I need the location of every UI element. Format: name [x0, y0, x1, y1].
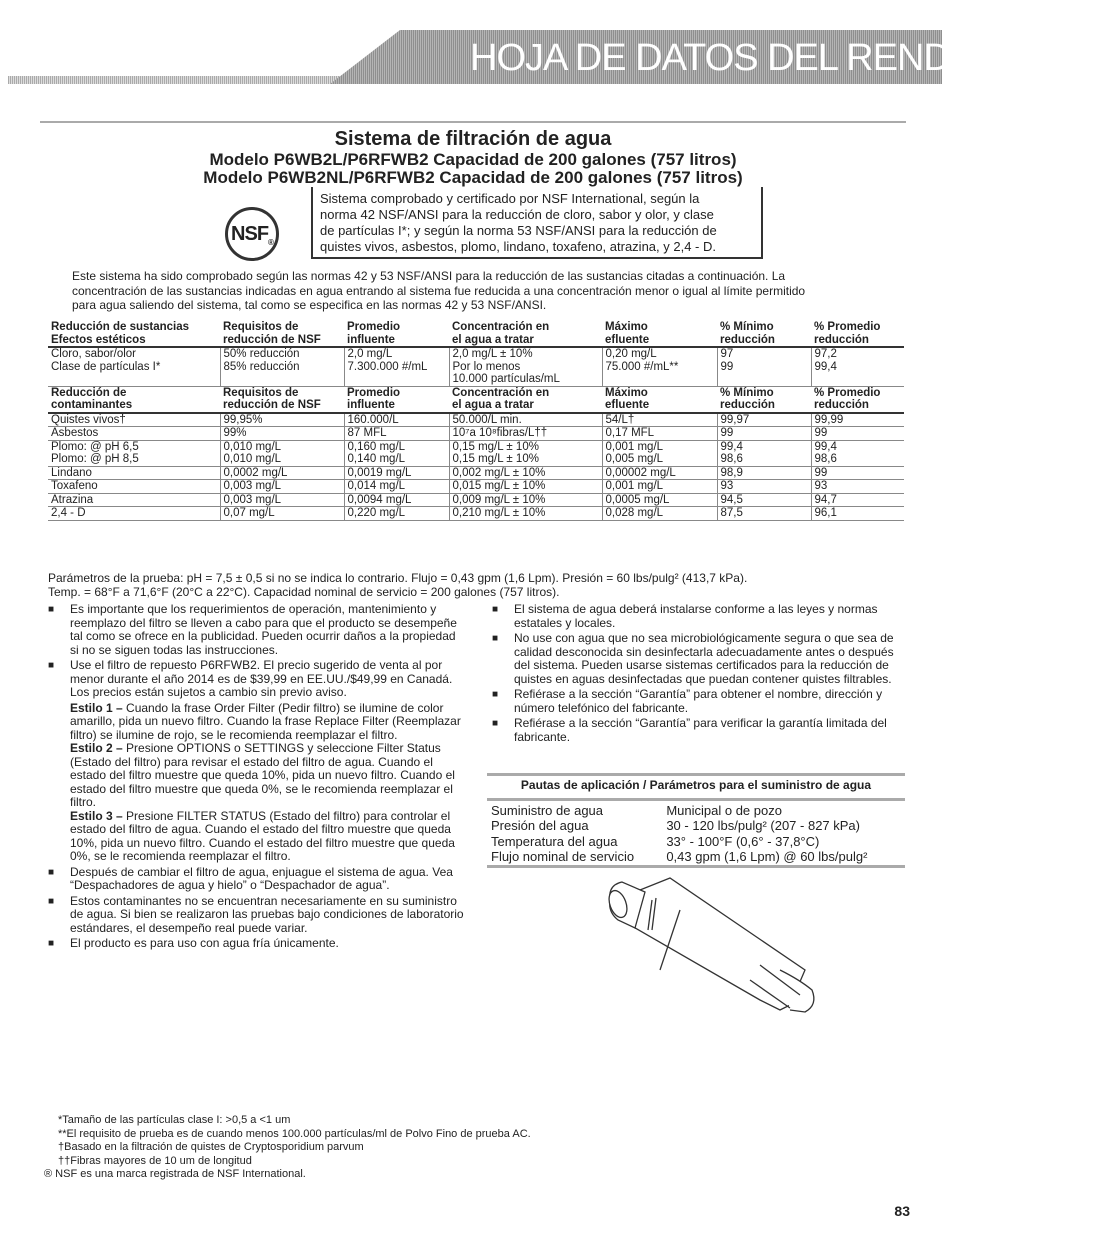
cell-line: Quistes vivos†: [51, 413, 126, 426]
table-row: [48, 493, 904, 507]
column-header: [449, 321, 602, 347]
cell-line: 7.300.000 #/mL: [347, 360, 428, 373]
cell-line: 0,028 mg/L: [605, 507, 664, 519]
cell-line: 0,15 mg/L ± 10%: [452, 440, 539, 453]
header-line: Promedio: [347, 386, 401, 399]
cell-line: 85% reducción: [223, 360, 300, 373]
param-name: Presión del agua: [491, 818, 589, 833]
table-cell: [811, 413, 904, 427]
table-cell: [48, 507, 220, 521]
cell-line: [224, 373, 341, 386]
table-cell: [449, 427, 602, 441]
certification-box: [311, 187, 763, 259]
table-cell: [48, 413, 220, 427]
cell-line: 99: [814, 427, 828, 439]
cell-line: 0,0002 mg/L: [223, 466, 288, 479]
header-line: influente: [347, 399, 395, 411]
column-header: [811, 386, 904, 413]
table-cell: [602, 493, 717, 507]
table-cell: [449, 347, 602, 386]
column-header: [220, 386, 344, 413]
table-row: [48, 440, 904, 466]
cell-line: 99,95%: [223, 413, 263, 426]
cert-line: Sistema comprobado y certificado por NSF International, según la: [320, 191, 700, 206]
param-name: Suministro de agua: [491, 802, 604, 818]
performance-table: [48, 321, 904, 521]
cell-line: [606, 373, 714, 386]
header-line: Requisitos de: [223, 386, 299, 399]
table-cell: [220, 413, 344, 427]
cell-line: 0,0094 mg/L: [347, 493, 412, 506]
model-line-2: Modelo P6WB2NL/P6RFWB2 Capacidad de 200 galones (757 litros): [203, 168, 743, 187]
column-header: [602, 386, 717, 413]
cell-line: 99,97: [720, 413, 750, 426]
table-cell: [811, 427, 904, 441]
table-cell: [717, 440, 811, 466]
cell-line: 0,07 mg/L: [223, 507, 275, 519]
intro-line: para agua saliendo del sistema, tal como se especifica en las normas 42 y 53 NSF/ANSI.: [72, 298, 547, 312]
header-line: reducción de NSF: [223, 333, 321, 346]
table-cell: [717, 413, 811, 427]
cell-line: 2,0 mg/L: [347, 348, 393, 360]
intro-line: Este sistema ha sido comprobado según las normas 42 y 53 NSF/ANSI para la reducción de las sustancias citadas a continuación. La: [72, 269, 786, 283]
header-line: % Mínimo: [720, 386, 774, 399]
header-line: % Mínimo: [720, 321, 774, 333]
column-header: [48, 386, 220, 413]
column-header: [449, 386, 602, 413]
cell-line: 0,009 mg/L ± 10%: [452, 493, 546, 506]
cell-line: Clase de partículas I*: [51, 360, 161, 373]
table-cell: [602, 440, 717, 466]
table-cell: [717, 507, 811, 521]
cell-line: Toxafeno: [51, 480, 98, 492]
table-cell: [602, 427, 717, 441]
params-line: Parámetros de la prueba: pH = 7,5 ± 0,5 si no se indica lo contrario. Flujo = 0,43 gpm (1,6 Lpm). Presión = 60 lbs/pulg² (413,7 kPa).: [48, 571, 748, 585]
column-header: [48, 321, 220, 347]
param-value: 33° - 100°F (0,6° - 37,8°C): [666, 833, 820, 849]
table-row: [48, 480, 904, 494]
cert-line: norma 42 NSF/ANSI para la reducción de cloro, sabor y olor, y clase: [320, 207, 714, 222]
cell-line: Por lo menos: [452, 360, 521, 373]
table-cell: [344, 413, 449, 427]
cell-line: 99: [720, 360, 734, 373]
table-cell: [344, 427, 449, 441]
table-cell: [220, 493, 344, 507]
table-cell: [449, 440, 602, 466]
cell-line: 99: [720, 427, 734, 439]
cell-line: 50% reducción: [223, 348, 300, 360]
header-line: contaminantes: [51, 399, 133, 411]
table-cell: [449, 413, 602, 427]
header-line: reducción: [814, 333, 869, 346]
cell-line: 0,160 mg/L: [347, 440, 406, 453]
table-cell: [602, 347, 717, 386]
cell-line: [348, 373, 446, 386]
cell-line: Asbestos: [51, 427, 99, 439]
bullet-item: ■ El sistema de agua deberá instalarse conforme a las leyes y normas estatales y locales.: [492, 603, 912, 630]
table-header-row: [48, 321, 904, 347]
cell-line: 0,003 mg/L: [223, 480, 282, 492]
table-header-row: [48, 386, 904, 413]
cell-line: 0,15 mg/L ± 10%: [452, 453, 539, 465]
table-cell: [449, 466, 602, 480]
column-header: [717, 386, 811, 413]
table-cell: [811, 493, 904, 507]
cell-line: 87 MFL: [347, 427, 387, 439]
cert-line: quistes vivos, asbestos, plomo, lindano, toxafeno, atrazina, y 2,4 - D.: [320, 239, 716, 254]
estilo-text: Presione FILTER STATUS (Estado del filtro) para controlar el estado del filtro de agua. Cuando el estado del filtro muestre que queda 10%, pida un nuevo filtro. Cuando el estado del filtro muestre que queda 0%, se le recomienda reemplazar el filtro.: [70, 808, 455, 863]
estilo-text: Presione OPTIONS o SETTINGS y seleccione Filter Status (Estado del filtro) para revisar el estado del filtro de agua. Cuando el estado del filtro muestre que queda 10%, pida un nuevo filtro. Cuando el estado del filtro muestre que queda 0%, se le recomienda reemplazar el filtro.: [70, 741, 455, 809]
cell-line: 50.000/L min.: [452, 413, 522, 426]
header-line: Concentración en: [452, 386, 550, 399]
estilo-3: [48, 810, 464, 864]
header-line: efluente: [605, 399, 650, 411]
header-line: Requisitos de: [223, 321, 299, 333]
table-cell: [48, 427, 220, 441]
cell-line: 0,010 mg/L: [223, 440, 282, 453]
application-table: [487, 773, 905, 872]
header-line: efluente: [605, 333, 650, 346]
cell-line: 99,4: [814, 440, 837, 453]
footnotes: [44, 1114, 758, 1182]
application-row: [487, 803, 905, 819]
nsf-logo: $NSF_®$: [225, 207, 279, 261]
cell-line: 93: [814, 480, 828, 492]
footnote: *Tamaño de las partículas clase I: >0,5 a <1 um: [58, 1114, 291, 1126]
table-cell: [220, 440, 344, 466]
cell-line: 98,9: [720, 466, 743, 479]
cell-line: 93: [720, 480, 734, 492]
table-cell: [602, 466, 717, 480]
cell-line: 99,99: [814, 413, 844, 426]
table-row: [48, 427, 904, 441]
table-cell: [48, 466, 220, 480]
bullet-item: ■ El producto es para uso con agua fría únicamente.: [48, 937, 464, 951]
param-value: 0,43 gpm (1,6 Lpm) @ 60 lbs/pulg²: [666, 849, 868, 864]
header-line: % Promedio: [814, 386, 881, 399]
header-line: Reducción de: [51, 386, 127, 399]
application-row: [487, 849, 905, 865]
column-header: [717, 321, 811, 347]
cell-line: 87,5: [720, 507, 743, 519]
cell-line: 99%: [223, 427, 247, 439]
cell-line: 98,6: [720, 453, 743, 465]
cell-line: 0,001 mg/L: [605, 440, 664, 453]
cell-line: 2,4 - D: [51, 507, 86, 519]
cell-line: 97: [720, 348, 734, 360]
table-cell: [811, 347, 904, 386]
cell-line: 2,0 mg/L ± 10%: [452, 348, 533, 360]
cell-line: 98,6: [814, 453, 837, 465]
cell-line: 0,20 mg/L: [605, 348, 657, 360]
cell-line: 0,010 mg/L: [223, 453, 282, 465]
estilo-label: Estilo 1 –: [70, 700, 123, 715]
header-line: Máximo: [605, 386, 648, 399]
cell-line: [721, 373, 808, 386]
column-header: [344, 386, 449, 413]
cell-line: 0,210 mg/L ± 10%: [452, 507, 546, 519]
table-cell: [220, 507, 344, 521]
footnote: ††Fibras mayores de 10 um de longitud: [58, 1154, 252, 1167]
table-cell: [602, 507, 717, 521]
cell-line: 99,4: [720, 440, 743, 453]
header-line: Concentración en: [452, 321, 550, 333]
cell-line: [51, 373, 217, 386]
header-line: Efectos estéticos: [51, 333, 146, 346]
bullet-item: ■ Después de cambiar el filtro de agua, enjuague el sistema de agua. Vea “Despachadores de agua y hielo” o “Despachador de agua”.: [48, 866, 464, 893]
header-line: reducción: [814, 399, 869, 411]
header-line: el agua a tratar: [452, 333, 534, 346]
table-cell: [220, 347, 344, 386]
cell-line: 0,002 mg/L ± 10%: [452, 466, 546, 479]
table-row: [48, 413, 904, 427]
cell-line: 10.000 partículas/mL: [452, 373, 560, 385]
header-line: el agua a tratar: [452, 399, 534, 411]
application-table-title: Pautas de aplicación / Parámetros para el suministro de agua: [487, 773, 905, 801]
table-cell: [449, 493, 602, 507]
test-parameters: [48, 571, 908, 599]
table-cell: [811, 507, 904, 521]
table-cell: [449, 507, 602, 521]
bullet-item: ■ Refiérase a la sección “Garantía” para verificar la garantía limitada del fabricante.: [492, 717, 912, 744]
cell-line: 0,17 MFL: [605, 427, 655, 439]
page-number: 83: [894, 1203, 910, 1219]
cell-line: Plomo: @ pH 8,5: [51, 453, 139, 465]
table-cell: [48, 493, 220, 507]
footnote: †Basado en la filtración de quistes de Cryptosporidium parvum: [58, 1141, 364, 1153]
param-value: 30 - 120 lbs/pulg² (207 - 827 kPa): [666, 818, 860, 833]
table-cell: [449, 480, 602, 494]
water-filter-illustration: [600, 870, 830, 1020]
cell-line: 0,140 mg/L: [347, 453, 406, 465]
table-cell: [344, 493, 449, 507]
cell-line: [815, 373, 902, 386]
model-line-1: Modelo P6WB2L/P6RFWB2 Capacidad de 200 galones (757 litros): [209, 150, 737, 169]
header-line: % Promedio: [814, 321, 881, 333]
intro-line: concentración de las sustancias indicadas en agua entrando al sistema fue reducida a una concentración menor o igual al límite permitido: [72, 283, 806, 298]
table-cell: [811, 480, 904, 494]
intro-paragraph: [72, 269, 912, 313]
column-header: [602, 321, 717, 347]
cell-line: 10⁷a 10⁸fibras/L††: [452, 427, 548, 439]
table-cell: [602, 480, 717, 494]
cell-line: 0,0019 mg/L: [347, 466, 412, 479]
banner-title: HOJA DE DATOS DEL RENDIMIENTO: [470, 37, 1101, 79]
table-cell: [717, 466, 811, 480]
table-cell: [220, 466, 344, 480]
column-header: [344, 321, 449, 347]
table-cell: [344, 507, 449, 521]
cell-line: 99: [814, 466, 828, 479]
right-bullet-list: [492, 603, 912, 746]
table-cell: [602, 413, 717, 427]
table-cell: [220, 480, 344, 494]
cell-line: 54/L†: [605, 413, 635, 426]
cell-line: 0,220 mg/L: [347, 507, 406, 519]
param-name: Flujo nominal de servicio: [491, 849, 635, 864]
table-row: [48, 347, 904, 386]
left-bullet-list: [48, 603, 464, 953]
cell-line: 97,2: [814, 348, 837, 360]
header-line: reducción: [720, 399, 775, 411]
bullet-item: ■ Refiérase a la sección “Garantía” para obtener el nombre, dirección y número telefónico del fabricante.: [492, 688, 912, 715]
cell-line: 0,001 mg/L: [605, 480, 664, 492]
application-row: [487, 834, 905, 850]
table-cell: [344, 440, 449, 466]
header-line: Reducción de sustancias: [51, 321, 190, 333]
footnote: ® NSF es una marca registrada de NSF International.: [44, 1168, 306, 1180]
page-title: Sistema de filtración de agua: [334, 128, 612, 150]
table-cell: [811, 466, 904, 480]
header-line: Promedio: [347, 321, 401, 333]
cell-line: 0,0005 mg/L: [605, 493, 670, 506]
table-cell: [220, 427, 344, 441]
table-row: [48, 466, 904, 480]
table-cell: [344, 347, 449, 386]
estilo-label: Estilo 2 –: [70, 741, 123, 755]
cell-line: 99,4: [814, 360, 837, 373]
column-header: [220, 321, 344, 347]
estilo-text: Cuando la frase Order Filter (Pedir filtro) se ilumine de color amarillo, pida un nuevo filtro. Cuando la frase Replace Filter (Reemplazar filtro) se ilumine de rojo, se le recomienda reemplazar el filtro.: [70, 700, 461, 742]
estilo-2: [48, 742, 464, 810]
bullet-item: ■ Estos contaminantes no se encuentran necesariamente en su suministro de agua. Si bien se realizaron las pruebas bajo condiciones de laboratorio estándares, el desempeño real puede variar.: [48, 895, 464, 936]
header-line: reducción: [720, 333, 775, 346]
column-header: [811, 321, 904, 347]
cell-line: 0,014 mg/L: [347, 480, 406, 492]
cell-line: 94,7: [814, 493, 837, 506]
title-rule: [40, 121, 906, 123]
cell-line: 94,5: [720, 493, 743, 506]
cell-line: Atrazina: [51, 493, 94, 506]
cell-line: Cloro, sabor/olor: [51, 348, 137, 360]
estilo-1: [48, 702, 464, 743]
table-cell: [717, 480, 811, 494]
param-name: Temperatura del agua: [491, 833, 618, 849]
table-cell: [344, 466, 449, 480]
cell-line: 0,005 mg/L: [605, 453, 664, 465]
header-line: influente: [347, 333, 395, 346]
cell-line: 0,003 mg/L: [223, 493, 282, 506]
table-cell: [717, 493, 811, 507]
params-line: Temp. = 68°F a 71,6°F (20°C a 22°C). Capacidad nominal de servicio = 200 galones (757 litros).: [48, 585, 560, 599]
table-cell: [717, 427, 811, 441]
application-row: [487, 818, 905, 834]
table-cell: [811, 440, 904, 466]
param-value: Municipal o de pozo: [666, 802, 782, 818]
bullet-item: ■ Es importante que los requerimientos de operación, mantenimiento y reemplazo del filtro se lleven a cabo para que el producto se desempeñe tal como se ofrece en la publicidad. Pueden ocurrir daños a la propiedad si no se siguen todas las instrucciones.: [48, 603, 464, 657]
table-cell: [344, 480, 449, 494]
cell-line: 75.000 #/mL**: [605, 360, 679, 373]
bullet-item: ■ Use el filtro de repuesto P6RFWB2. El precio sugerido de venta al por menor durante el año 2014 es de $39,99 en EE.UU./$49,99 en Canadá. Los precios están sujetos a cambio sin previo aviso.: [48, 659, 464, 700]
cell-line: 160.000/L: [347, 413, 399, 426]
table-row: [48, 507, 904, 521]
cell-line: Lindano: [51, 466, 92, 479]
cell-line: 0,015 mg/L ± 10%: [452, 480, 546, 492]
cell-line: Plomo: @ pH 6,5: [51, 440, 139, 453]
bullet-item: ■ No use con agua que no sea microbiológicamente segura o que sea de calidad desconocida sin desinfectarla adecuadamente antes o después del sistema. Pueden usarse sistemas certificados para la reducción de quistes en aguas desinfectadas que puedan contener quistes filtrables.: [492, 632, 912, 686]
header-line: Máximo: [605, 321, 648, 333]
table-cell: [48, 480, 220, 494]
table-cell: [717, 347, 811, 386]
estilo-label: Estilo 3 –: [70, 808, 123, 823]
cell-line: 96,1: [814, 507, 837, 519]
table-cell: [48, 440, 220, 466]
footnote: **El requisito de prueba es de cuando menos 100.000 partículas/ml de Polvo Fino de prueba AC.: [58, 1127, 531, 1140]
cert-line: de partículas I*; y según la norma 53 NSF/ANSI para la reducción de: [320, 223, 717, 238]
table-cell: [48, 347, 220, 386]
header-line: reducción de NSF: [223, 399, 321, 411]
cell-line: 0,00002 mg/L: [605, 466, 676, 479]
